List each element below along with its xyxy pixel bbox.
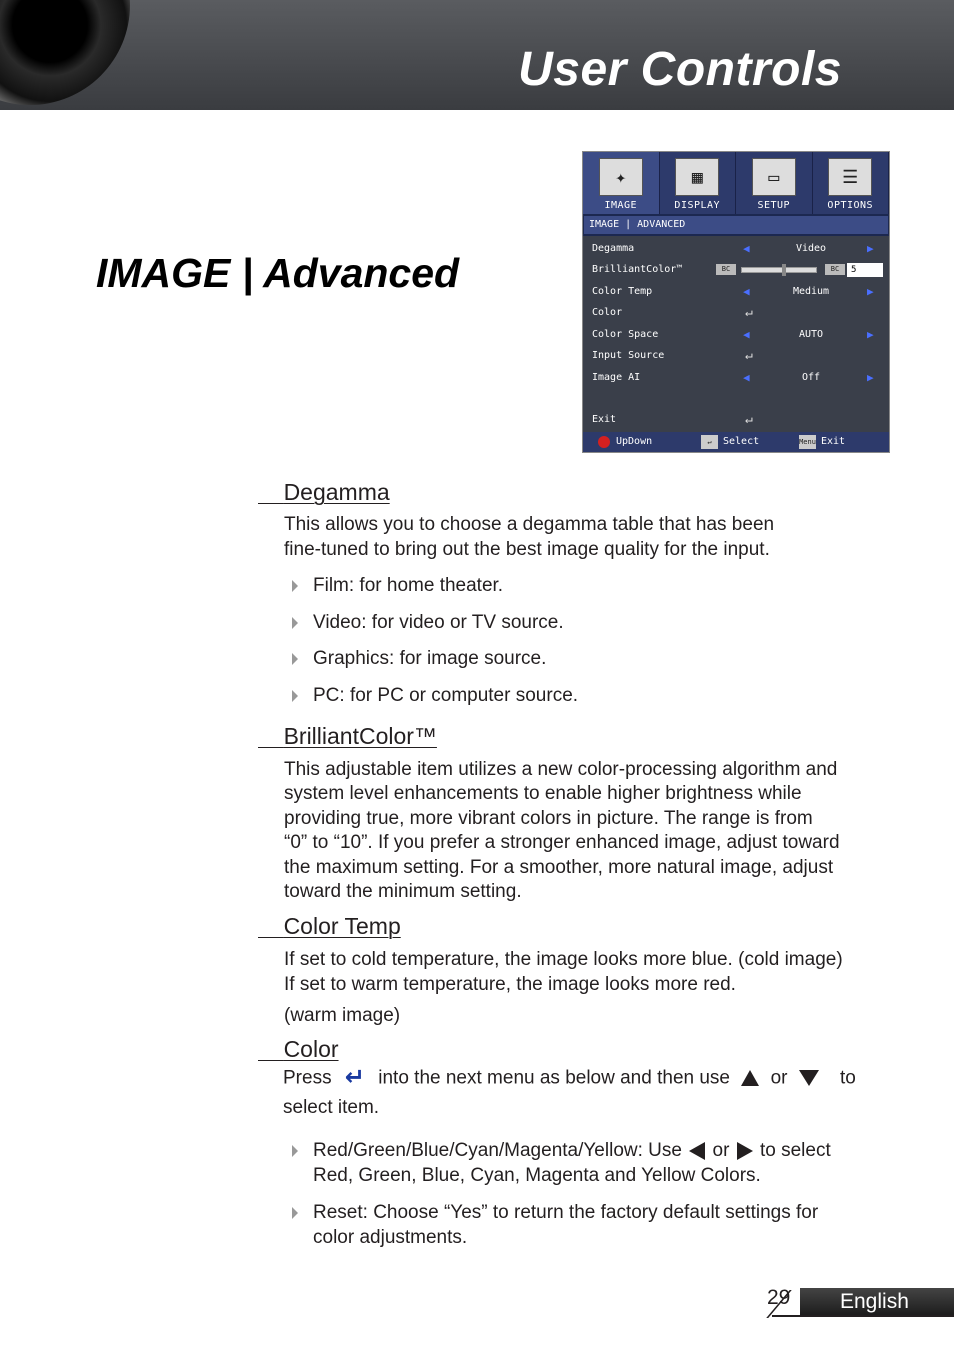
enter-icon: ↵	[344, 1064, 365, 1091]
osd-tab-label: OPTIONS	[827, 200, 874, 211]
osd-row-input-source[interactable]	[583, 346, 889, 366]
color-temp-desc-3: (warm image)	[284, 1005, 401, 1026]
brilliantcolor-desc-4: “0” to “10”. If you prefer a stronger enhanced image, adjust toward	[284, 832, 840, 853]
right-arrow-icon: ▶	[867, 371, 874, 384]
list-item-text: PC: for PC or computer source.	[313, 685, 579, 706]
osd-tab-options[interactable]	[813, 152, 890, 214]
menu-key-icon: Menu	[799, 435, 816, 449]
color-temp-desc-2: If set to warm temperature, the image looks more red.	[284, 974, 736, 995]
osd-tab-bar	[583, 152, 889, 214]
osd-row-brilliantcolor[interactable]	[583, 260, 889, 280]
osd-footer-updown: UpDown	[616, 436, 653, 447]
osd-row-color[interactable]	[583, 303, 889, 323]
osd-footer-select: Select	[723, 436, 760, 447]
list-item-text: Video: for video or TV source.	[313, 612, 564, 633]
right-arrow-icon: ▶	[867, 328, 874, 341]
projector-icon: ▭	[752, 158, 796, 196]
bullet-text: Red/Green/Blue/Cyan/Magenta/Yellow: Use	[313, 1140, 682, 1161]
color-temp-heading	[258, 913, 401, 940]
left-arrow-icon: ◀	[743, 328, 750, 341]
brilliantcolor-min-icon: BC	[716, 264, 736, 275]
brilliantcolor-slider[interactable]	[741, 267, 817, 273]
osd-tab-label: IMAGE	[604, 200, 638, 211]
osd-row-label: Color Space	[592, 329, 659, 340]
lens-graphic	[0, 0, 130, 105]
bullet-text: to select	[759, 1140, 831, 1161]
osd-row-color-temp[interactable]	[583, 282, 889, 302]
down-arrow-icon	[799, 1070, 819, 1086]
right-arrow-icon: ▶	[867, 285, 874, 298]
osd-menu	[582, 151, 890, 453]
into-text: into the next menu as below and then use	[378, 1067, 730, 1089]
degamma-desc-1: This allows you to choose a degamma table that has been	[284, 514, 775, 535]
list-item-text	[313, 1139, 873, 1188]
right-arrow-icon	[737, 1142, 753, 1160]
slider-knob[interactable]	[782, 264, 786, 276]
bullet-text: Reset: Choose “Yes” to return the factory default settings for	[313, 1202, 819, 1223]
image-icon: ✦	[599, 158, 643, 196]
bullet-text: color adjustments.	[313, 1226, 468, 1248]
bullet-arrow-icon	[292, 690, 298, 702]
left-arrow-icon: ◀	[743, 242, 750, 255]
to-text: to	[840, 1067, 856, 1089]
bullet-arrow-icon	[292, 1145, 298, 1157]
header-banner	[0, 0, 954, 110]
osd-tab-display[interactable]	[660, 152, 737, 214]
osd-footer-exit: Exit	[821, 436, 846, 447]
osd-row-degamma[interactable]	[583, 239, 889, 259]
brilliantcolor-desc-1: This adjustable item utilizes a new color-processing algorithm and	[284, 759, 838, 780]
list-item-text: Film: for home theater.	[313, 575, 504, 596]
bullet-text: Red, Green, Blue, Cyan, Magenta and Yellow Colors.	[313, 1164, 761, 1186]
osd-breadcrumb: IMAGE | ADVANCED	[584, 216, 888, 234]
osd-row-value: Medium	[792, 286, 830, 297]
osd-row-label: Color	[592, 307, 623, 318]
osd-row-color-space[interactable]	[583, 325, 889, 345]
list-item-text	[313, 1201, 873, 1250]
osd-row-label: Exit	[592, 414, 617, 425]
language-tab: English	[800, 1288, 954, 1315]
osd-footer	[583, 432, 889, 452]
osd-row-exit[interactable]	[583, 410, 889, 430]
color-desc-2: select item.	[283, 1097, 380, 1118]
left-arrow-icon: ◀	[743, 371, 750, 384]
enter-icon: ↵	[745, 305, 753, 320]
color-heading	[258, 1036, 339, 1063]
left-arrow-icon	[689, 1142, 705, 1160]
color-temp-desc-1: If set to cold temperature, the image looks more blue. (cold image)	[284, 949, 843, 970]
brilliantcolor-desc-2: system level enhancements to enable higher brightness while	[284, 783, 802, 804]
enter-icon: ↵	[745, 412, 753, 427]
heading-text: Color	[283, 1036, 339, 1062]
brilliantcolor-desc-6: toward the minimum setting.	[284, 881, 522, 902]
osd-row-label: Input Source	[592, 350, 665, 361]
brilliantcolor-value: 5	[847, 263, 883, 277]
osd-row-value: Video	[795, 243, 827, 254]
updown-icon	[598, 436, 610, 448]
bullet-arrow-icon	[292, 1207, 298, 1219]
heading-text: Degamma	[283, 479, 390, 505]
list-item	[292, 1201, 882, 1251]
bullet-arrow-icon	[292, 653, 298, 665]
degamma-desc-2: fine-tuned to bring out the best image quality for the input.	[284, 539, 770, 560]
osd-row-value: Off	[801, 372, 821, 383]
or-text: or	[770, 1067, 788, 1089]
osd-row-label: Degamma	[592, 243, 635, 254]
brilliantcolor-heading	[258, 723, 437, 750]
left-arrow-icon: ◀	[743, 285, 750, 298]
heading-text: Color Temp	[283, 913, 401, 939]
osd-row-value: AUTO	[798, 329, 824, 340]
heading-text: BrilliantColor™	[283, 723, 437, 749]
list-item	[292, 1139, 882, 1189]
page-number: 29	[767, 1286, 791, 1309]
brilliantcolor-desc-5: the maximum setting. For a smoother, more natural image, adjust	[284, 857, 834, 878]
bullet-text: or	[712, 1140, 730, 1161]
section-title: IMAGE | Advanced	[96, 250, 460, 296]
osd-body	[583, 236, 889, 432]
press-text: Press	[283, 1067, 332, 1089]
osd-tab-label: SETUP	[757, 200, 791, 211]
footer-line	[772, 1315, 954, 1317]
osd-row-label: Color Temp	[592, 286, 653, 297]
osd-row-label: Image AI	[592, 372, 641, 383]
osd-row-label: BrilliantColor™	[592, 264, 683, 275]
list-item-text: Graphics: for image source.	[313, 648, 547, 669]
bullet-arrow-icon	[292, 617, 298, 629]
display-icon: ▦	[675, 158, 719, 196]
page-header-title: User Controls	[518, 43, 842, 96]
color-desc-1	[283, 1066, 888, 1091]
osd-tab-setup[interactable]	[736, 152, 813, 214]
osd-tab-label: DISPLAY	[674, 200, 721, 211]
enter-icon: ↵	[745, 348, 753, 363]
right-arrow-icon: ▶	[867, 242, 874, 255]
bullet-arrow-icon	[292, 580, 298, 592]
brilliantcolor-max-icon: BC	[825, 264, 845, 275]
options-icon: ☰	[828, 158, 872, 196]
degamma-heading	[258, 479, 390, 506]
osd-row-image-ai[interactable]	[583, 368, 889, 388]
enter-key-icon: ↵	[701, 435, 718, 449]
osd-tab-image[interactable]	[583, 152, 660, 214]
up-arrow-icon	[741, 1070, 759, 1086]
brilliantcolor-desc-3: providing true, more vibrant colors in picture. The range is from	[284, 808, 813, 829]
